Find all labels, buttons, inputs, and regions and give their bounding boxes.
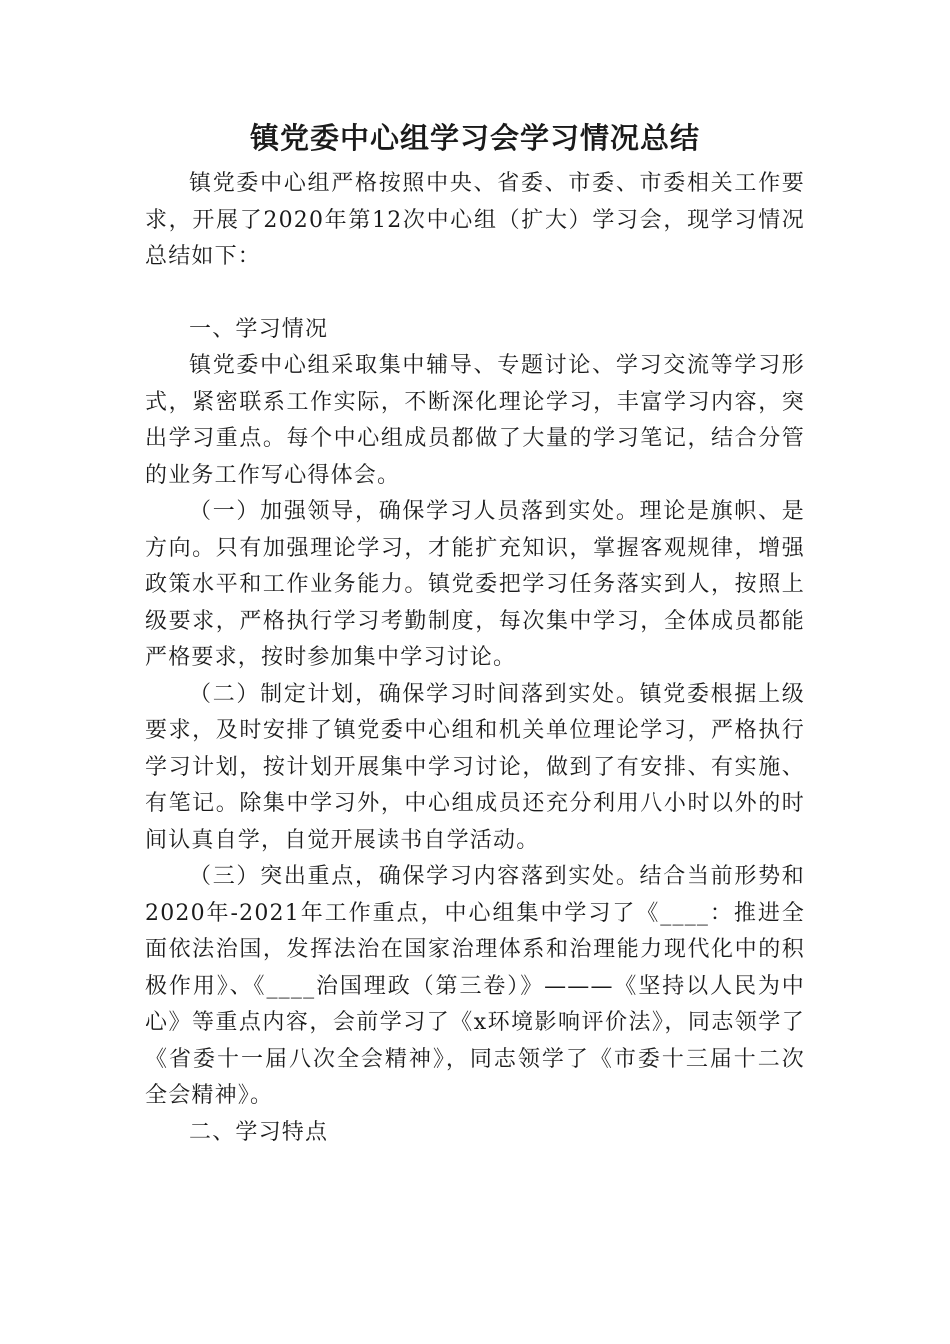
document-title: 镇党委中心组学习会学习情况总结 [249, 121, 700, 155]
intro-paragraph: 镇党委中心组严格按照中央、省委、市委、市委相关工作要求，开展了2020年第12次中心组（扩大）学习会，现学习情况总结如下： [145, 171, 805, 269]
key-points-paragraph: （三）突出重点，确保学习内容落到实处。结合当前形势和2020年-2021年工作重点，中心组集中学习了《____：推进全面依法治国，发挥法治在国家治理体系和治理能力现代化中的积极作用》、《____治国理政（第三卷）》———《坚持以人民为中心》等重点内容，会前学习了《x环境影响评价法》，同志领学了《省委十一届八次全会精神》，同志领学了《市委十三届十二次全会精神》。 [145, 864, 805, 1108]
plan-paragraph: （二）制定计划，确保学习时间落到实处。镇党委根据上级要求，及时安排了镇党委中心组和机关单位理论学习，严格执行学习计划，按计划开展集中学习讨论，做到了有安排、有实施、有笔记。除集中学习外，中心组成员还充分利用八小时以外的时间认真自学，自觉开展读书自学活动。 [145, 681, 805, 853]
blank-line [145, 276, 805, 312]
study-status-paragraph: 镇党委中心组采取集中辅导、专题讨论、学习交流等学习形式，紧密联系工作实际，不断深化理论学习，丰富学习内容，突出学习重点。每个中心组成员都做了大量的学习笔记，结合分管的业务工作写心得体会。 [145, 353, 805, 488]
leadership-paragraph: （一）加强领导，确保学习人员落到实处。理论是旗帜、是方向。只有加强理论学习，才能扩充知识，掌握客观规律，增强政策水平和工作业务能力。镇党委把学习任务落实到人，按照上级要求，严格执行学习考勤制度，每次集中学习，全体成员都能严格要求，按时参加集中学习讨论。 [145, 499, 805, 670]
section-heading-study-features: 二、学习特点 [189, 1119, 329, 1145]
section-heading-study-status: 一、学习情况 [189, 316, 329, 342]
document-page [145, 118, 805, 1151]
